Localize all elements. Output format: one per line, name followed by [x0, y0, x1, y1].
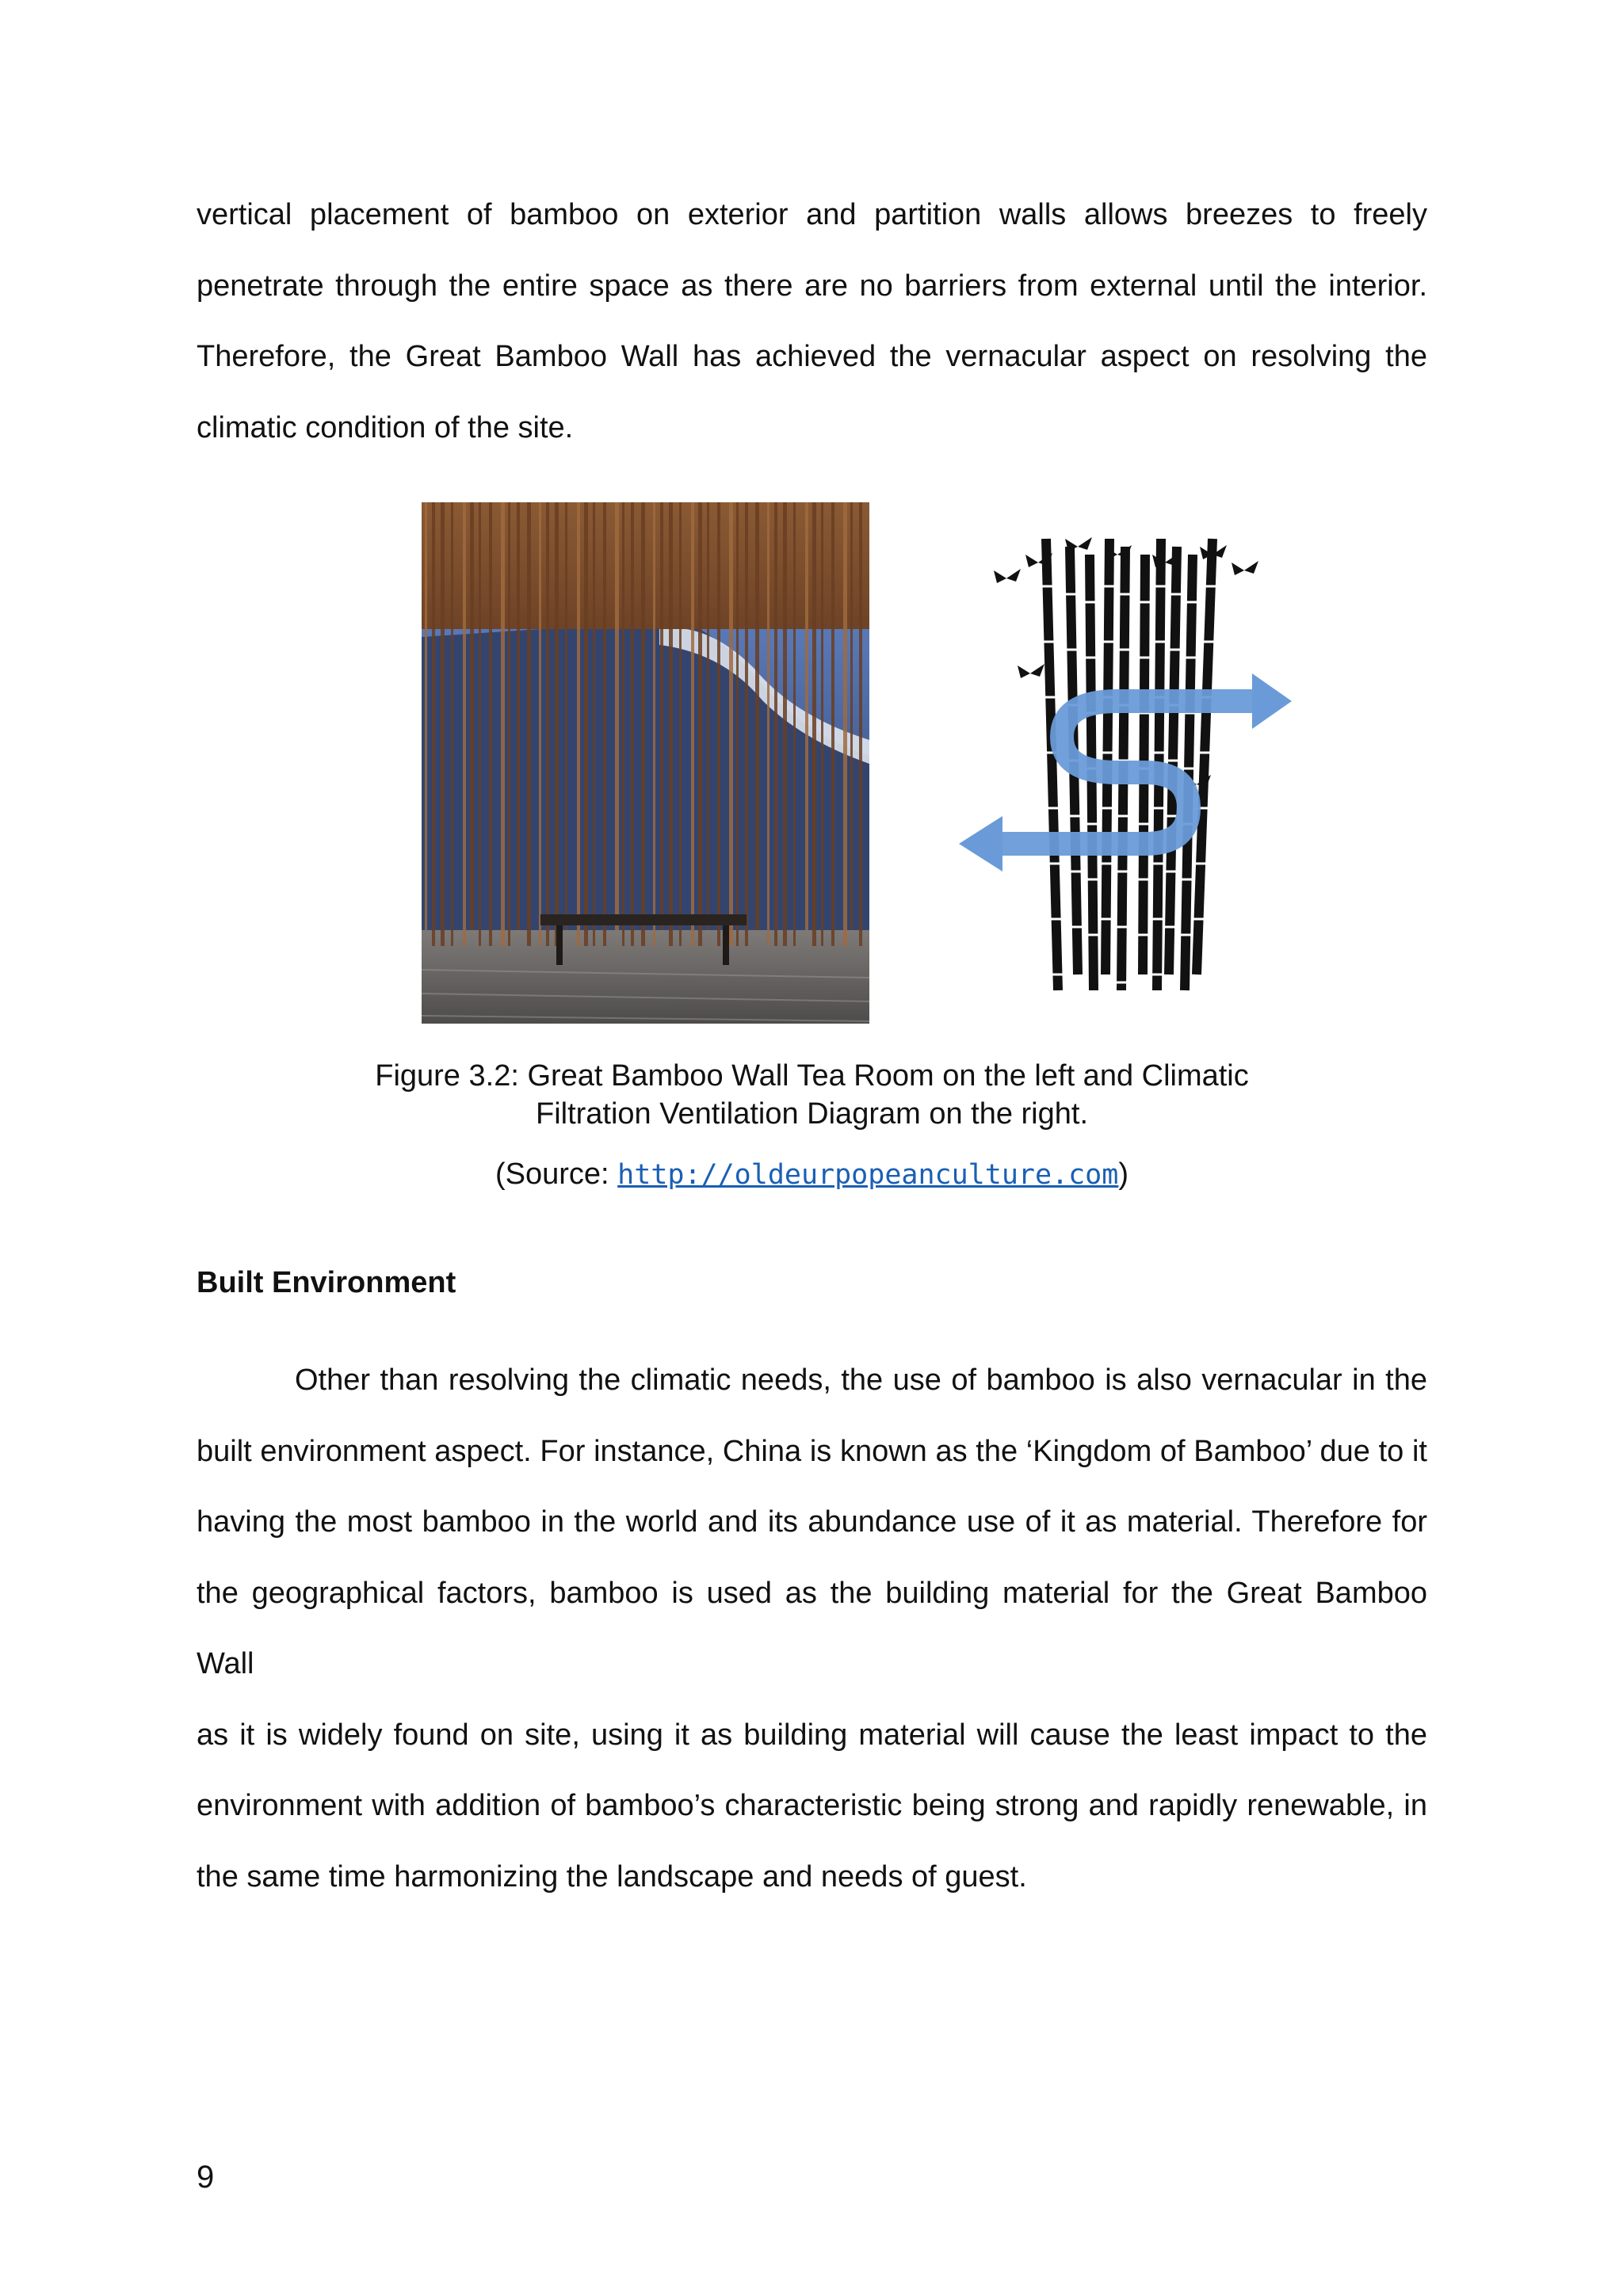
paragraph-built-environment	[197, 1345, 1427, 1913]
tea-room-photo	[422, 502, 869, 1024]
figure-source	[197, 1155, 1427, 1194]
section-heading: Built Environment	[197, 1266, 456, 1299]
figure-caption	[197, 1057, 1427, 1133]
paragraph-line: the same time harmonizing the landscape and needs of guest.	[197, 1859, 1027, 1894]
ventilation-diagram	[959, 523, 1292, 1006]
bamboo-stalk	[1197, 539, 1212, 974]
paragraph-line: as it is widely found on site, using it as building material will cause the least impact to the	[197, 1718, 1427, 1752]
page-number: 9	[197, 2160, 215, 2195]
caption-line: Filtration Ventilation Diagram on the right.	[535, 1097, 1089, 1131]
paragraph-line: climatic condition of the site.	[197, 410, 574, 444]
paragraph-line: environment with addition of bamboo’s characteristic being strong and rapidly renewable, in	[197, 1789, 1427, 1822]
ventilation-arrow-icon	[999, 701, 1272, 844]
caption-line: Figure 3.2: Great Bamboo Wall Tea Room on the left and Climatic	[375, 1059, 1249, 1093]
paragraph-line-text: Other than resolving the climatic needs, the use of bamboo is also vernacular in the	[295, 1363, 1427, 1397]
paragraph-line: having the most bamboo in the world and its abundance use of it as material. Therefore for	[197, 1505, 1427, 1539]
paragraph-line: built environment aspect. For instance, China is known as the ‘Kingdom of Bamboo’ due to it	[197, 1434, 1427, 1468]
paragraph-line: Therefore, the Great Bamboo Wall has achieved the vernacular aspect on resolving the	[197, 340, 1427, 373]
bamboo-leaf-icon	[994, 569, 1021, 583]
source-prefix: (Source:	[495, 1158, 618, 1191]
paragraph-line	[197, 1345, 1427, 1417]
paragraph-line: vertical placement of bamboo on exterior and partition walls allows breezes to freely	[197, 198, 1427, 231]
bamboo-leaf-icon	[1065, 537, 1092, 551]
arrow-head-left-icon	[959, 816, 1002, 871]
source-suffix: )	[1118, 1158, 1128, 1191]
arrow-head-right-icon	[1252, 673, 1292, 729]
source-link[interactable]: http://oldeurpopeanculture.com	[617, 1159, 1119, 1191]
paragraph-line: penetrate through the entire space as there are no barriers from external until the interior.	[197, 269, 1427, 303]
bamboo-leaf-icon	[1232, 561, 1258, 575]
bamboo-stalk	[1106, 539, 1109, 974]
bamboo-leaf-icon	[1018, 664, 1044, 678]
paragraph-climatic	[197, 180, 1427, 463]
bamboo-stalk	[1046, 539, 1058, 990]
paragraph-line: the geographical factors, bamboo is used as the building material for the Great Bamboo Wall	[197, 1576, 1427, 1680]
bamboo-stalk	[1185, 555, 1193, 990]
